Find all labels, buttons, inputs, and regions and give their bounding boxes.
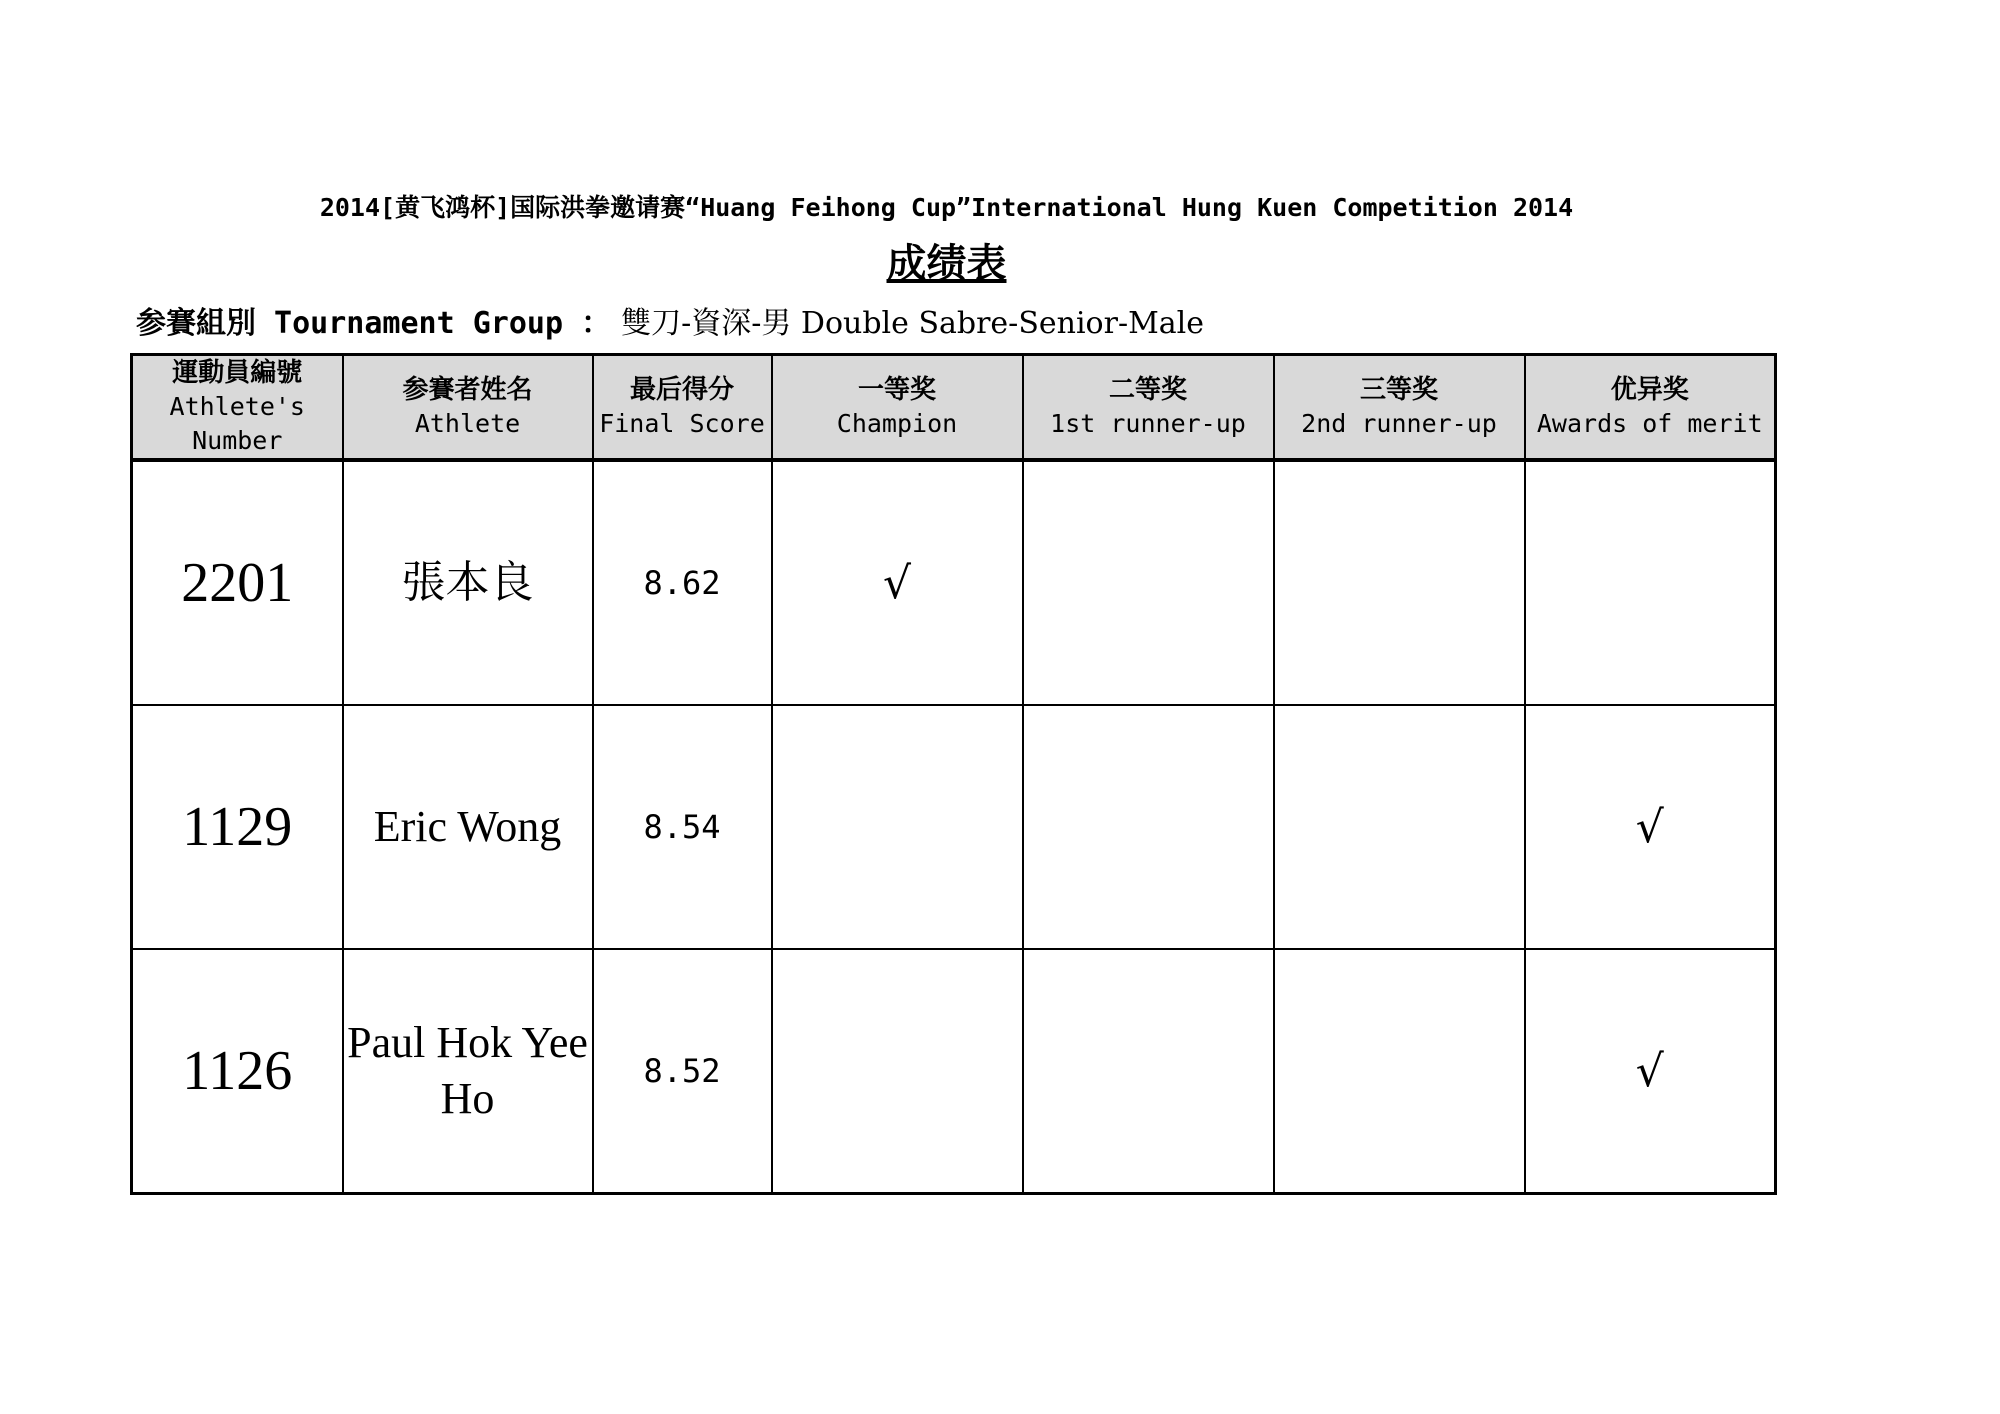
column-header-en: 1st runner-up: [1050, 409, 1246, 438]
athlete-number-cell: 2201: [132, 460, 343, 705]
column-header-cn: 最后得分: [629, 375, 734, 405]
column-header-en: 2nd runner-up: [1301, 409, 1497, 438]
column-header-en: Champion: [836, 409, 958, 438]
column-header-final-score: [593, 355, 772, 461]
tournament-group-label: 参賽組別 Tournament Group ：: [136, 306, 612, 341]
results-table: [130, 353, 1777, 1195]
table-row: [132, 949, 1776, 1194]
column-header-first-runner-up: [1023, 355, 1274, 461]
tournament-group-line: [136, 298, 1204, 342]
column-header-cn: 优异奖: [1610, 375, 1689, 405]
column-header-athlete: [343, 355, 593, 461]
merit-cell: [1525, 460, 1776, 705]
athlete-name-cell: Paul Hok Yee Ho: [343, 949, 593, 1194]
champion-cell: √: [772, 460, 1023, 705]
column-header-cn: 一等奖: [857, 375, 936, 405]
second-runner-up-cell: [1274, 949, 1525, 1194]
table-row: [132, 705, 1776, 949]
merit-cell: √: [1525, 949, 1776, 1194]
tournament-group-value: 雙刀-資深-男 Double Sabre-Senior-Male: [621, 306, 1205, 341]
first-runner-up-cell: [1023, 705, 1274, 949]
second-runner-up-cell: [1274, 705, 1525, 949]
athlete-name-cell: Eric Wong: [343, 705, 593, 949]
merit-cell: √: [1525, 705, 1776, 949]
final-score-cell: 8.52: [593, 949, 772, 1194]
column-header-cn: 二等奖: [1108, 375, 1187, 405]
results-sheet-title: 成绩表: [886, 241, 1007, 287]
column-header-cn: 三等奖: [1359, 375, 1438, 405]
column-header-champion: [772, 355, 1023, 461]
champion-cell: [772, 705, 1023, 949]
header-row: [132, 355, 1776, 461]
athlete-number-cell: 1126: [132, 949, 343, 1194]
column-header-awards-of-merit: [1525, 355, 1776, 461]
second-runner-up-cell: [1274, 460, 1525, 705]
first-runner-up-cell: [1023, 949, 1274, 1194]
first-runner-up-cell: [1023, 460, 1274, 705]
column-header-en: Athlete's Number: [169, 392, 305, 455]
champion-cell: [772, 949, 1023, 1194]
column-header-en: Awards of merit: [1536, 409, 1763, 438]
table-row: [132, 460, 1776, 705]
column-header-athlete-number: [132, 355, 343, 461]
athlete-name-cell: 張本良: [343, 460, 593, 705]
final-score-cell: 8.62: [593, 460, 772, 705]
athlete-number-cell: 1129: [132, 705, 343, 949]
column-header-en: Athlete: [414, 409, 521, 438]
column-header-en: Final Score: [599, 409, 765, 438]
column-header-cn: 運動員編號: [172, 358, 303, 388]
column-header-second-runner-up: [1274, 355, 1525, 461]
column-header-cn: 参賽者姓名: [402, 375, 533, 405]
final-score-cell: 8.54: [593, 705, 772, 949]
competition-title: 2014[黄飞鸿杯]国际洪拳邀请赛“Huang Feihong Cup”International Hung Kuen Competition 2014: [319, 193, 1574, 222]
